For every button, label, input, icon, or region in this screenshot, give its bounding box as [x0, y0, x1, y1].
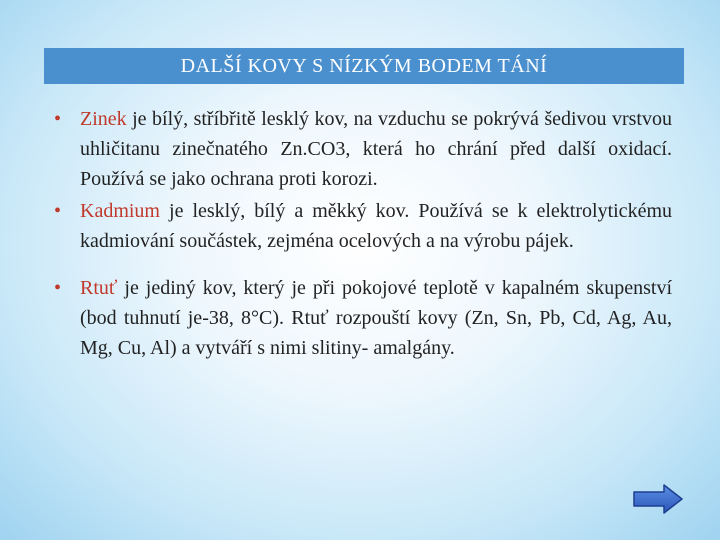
bullet-lead-term: Rtuť — [80, 277, 118, 299]
arrow-right-icon — [632, 483, 684, 515]
slide-title: DALŠÍ KOVY S NÍZKÝM BODEM TÁNÍ — [44, 48, 684, 84]
bullet-marker: • — [54, 277, 62, 299]
list-item — [52, 196, 672, 256]
bullet-text: je bílý, stříbřitě lesklý kov, na vzduchu se pokrývá šedivou vrstvou uhličitanu zinečnatého Zn.CO3, která ho chrání před další oxidací. Používá se jako ochrana proti korozi. — [80, 108, 672, 190]
bullet-text: je lesklý, bílý a měkký kov. Používá se k elektrolytickému kadmiování součástek, zejména ocelových a na výrobu pájek. — [80, 200, 672, 252]
bullet-lead-term: Kadmium — [80, 200, 160, 222]
bullet-marker: • — [54, 200, 62, 222]
bullet-list — [52, 104, 672, 363]
list-item — [52, 104, 672, 194]
list-item — [52, 273, 672, 363]
next-slide-button[interactable] — [632, 483, 684, 515]
bullet-lead-term: Zinek — [80, 108, 127, 130]
bullet-text: je jediný kov, který je při pokojové teplotě v kapalném skupenství (bod tuhnutí je-38, 8°C). Rtuť rozpouští kovy (Zn, Sn, Pb, Cd, Ag, Au, Mg, Cu, Al) a vytváří s nimi slitiny- amalgány. — [80, 277, 672, 359]
bullet-marker: • — [54, 108, 62, 130]
